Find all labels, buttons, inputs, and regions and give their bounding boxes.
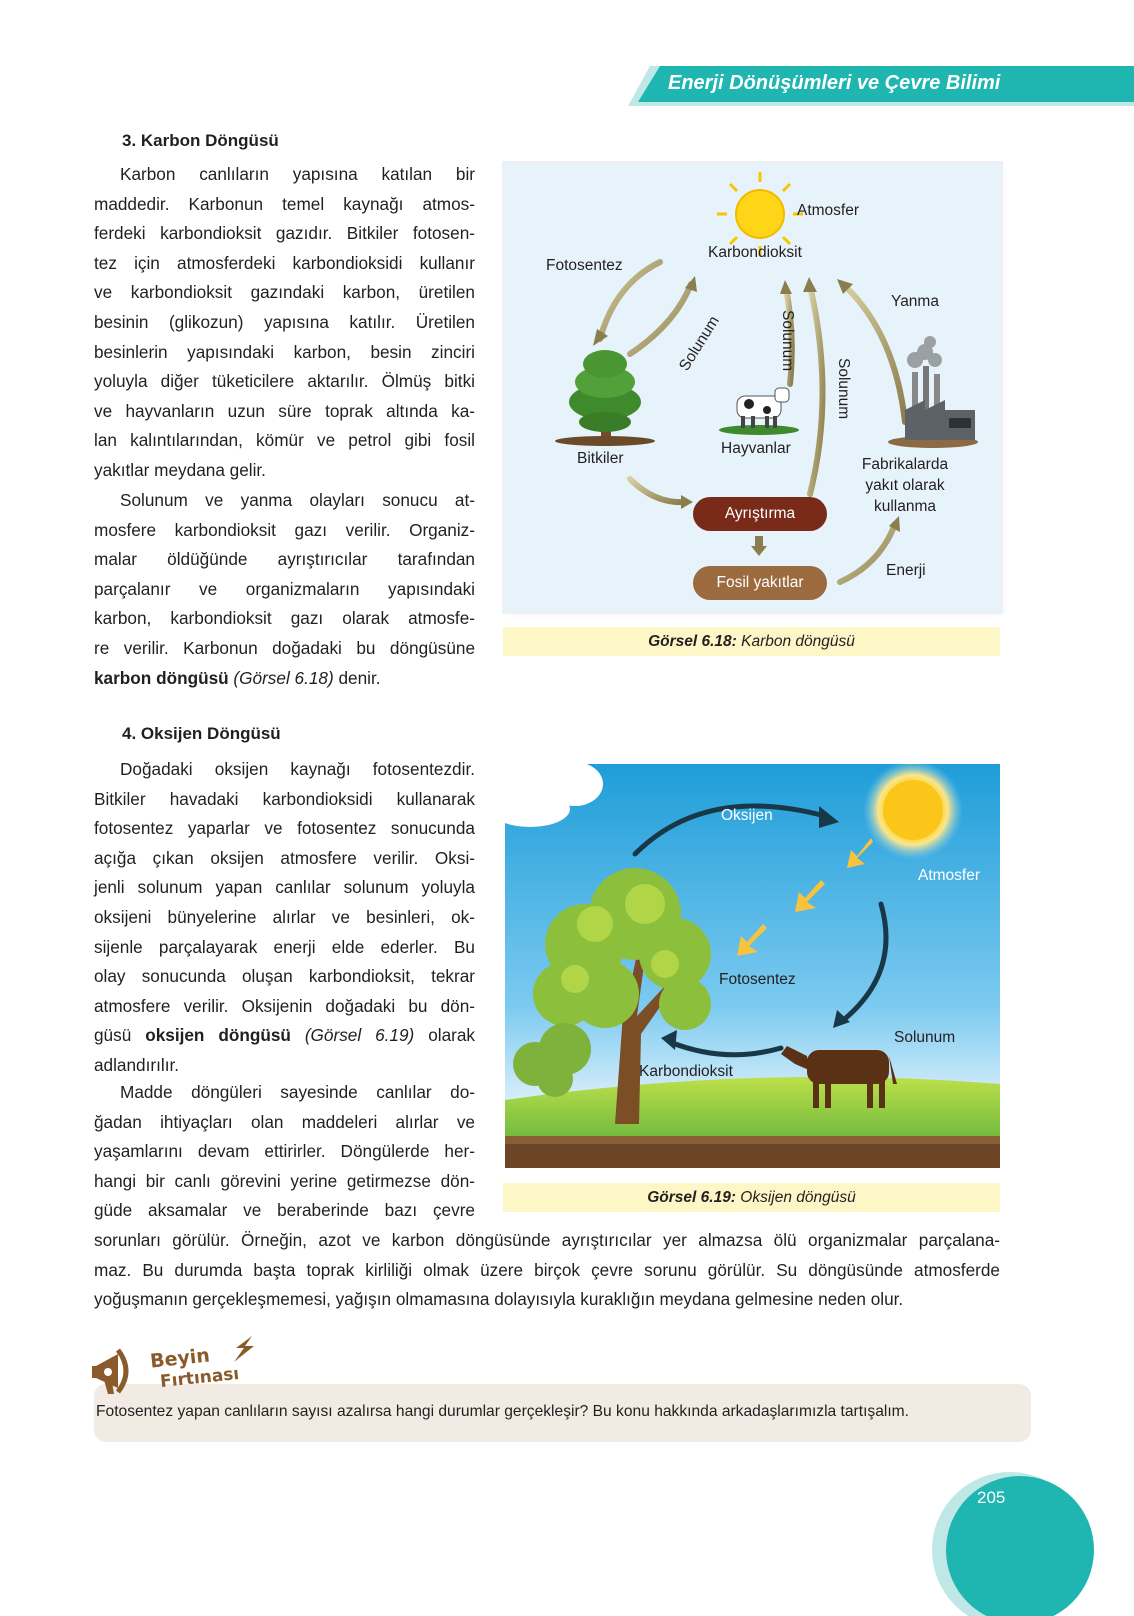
brainstorm-title: Beyin Fırtınası [149,1344,241,1393]
text-line: mosfere karbondioksit gazı verilir. Organiz- [94,519,475,540]
fosil-pill: Fosil yakıtlar [693,566,827,600]
carbon-cycle-drawing [505,164,1000,611]
text-line: yaşamlarını devam ettirirler. Döngülerde her- [94,1141,475,1162]
text-line: ve hayvanların uzun süre toprak altında ka- [94,400,475,421]
label-hayvanlar: Hayvanlar [721,440,791,457]
arrow-bitkiler-ayrisma [630,479,685,502]
label-karbondioksit: Karbondioksit [639,1063,733,1080]
text-line: ve karbondioksit gazındaki karbon, üretilen [94,282,475,303]
text-line: açığa çıkan oksijen atmosfere verilir. Oksi- [94,847,475,868]
text-line: fotosentez yaparlar ve fotosentez sonucunda [94,818,475,839]
text-line: maz. Bu durumda başta toprak kirliliği olmak üzere birçok çevre sorunu görülür. Su döngüsünde atmosferde [94,1259,1000,1280]
lightning-icon [228,1334,258,1364]
carbon-paragraph-1 [94,160,475,486]
label-solunum: Solunum [894,1029,956,1046]
text-line: besinlerin yapısındaki karbon, besin zinciri [94,341,475,362]
section-heading-oxygen: 4. Oksijen Döngüsü [122,724,281,743]
label-oksijen: Oksijen [721,807,773,824]
section-heading-carbon: 3. Karbon Döngüsü [122,131,279,150]
text-line: olay sonucunda oluşan karbondioksit, tekrar [94,966,475,987]
text-line: atmosfere verilir. Oksijenin doğadaki bu dön- [94,995,475,1016]
megaphone-icon [90,1344,152,1400]
text-line: karbon, karbondioksit gazı olarak atmosfe- [94,608,475,629]
text-line: karbon döngüsü (Görsel 6.18) denir. [94,667,381,688]
text-line: Doğadaki oksijen kaynağı fotosentezdir. [120,759,475,779]
ayristirma-pill: Ayrıştırma [693,497,827,531]
label-yanma: Yanma [891,293,939,310]
text-line: jenli solunum yapan canlılar solunum yoluyla [94,877,475,898]
label-fotosentez: Fotosentez [719,971,796,988]
label-atmosfer: Atmosfer [797,202,860,219]
text-line: yakıtlar meydana gelir. [94,459,266,480]
text-line: tez için atmosferdeki karbondioksidi kullanır [94,252,475,273]
text-line: Madde döngüleri sayesinde canlılar do- [120,1082,475,1102]
text-line: besinin (glikozun) yapısına katılır. Üretilen [94,311,475,332]
text-line: Karbon canlıların yapısına katılan bir [120,164,475,184]
figure-618-caption: Görsel 6.18: Karbon döngüsü [503,627,1000,656]
arrow-solunum-plant [630,284,691,354]
text-line: parçalanır ve organizmaların yapısındaki [94,578,475,599]
label-solunum-1: Solunum [676,313,723,375]
label-fotosentez: Fotosentez [546,257,623,274]
text-line: maddedir. Karbonun temel kaynağı atmos- [94,193,475,214]
arrow-solunum-decomp [810,286,823,494]
text-line: oksijeni bünyelerine alırlar ve besinleri, ok- [94,906,475,927]
text-line: ferdeki karbondioksit gazıdır. Bitkiler fotosen- [94,223,475,244]
label-solunum-3: Solunum [835,358,852,420]
label-fabrika: Fabrikalarda yakıt olarak kullanma [861,456,949,515]
text-line: yoluyla diğer tüketicilere aktarılır. Ölmüş bitki [94,371,475,392]
text-line: malar öldüğünde ayrıştırıcılar tarafından [94,549,475,570]
text-line: Solunum ve yanma olayları sonucu at- [120,490,475,510]
brainstorm-question: Fotosentez yapan canlıların sayısı azalırsa hangi durumlar gerçekleşir? Bu konu hakkında arkadaşlarımızla tartışalım. [96,1403,909,1420]
text-line: sorunları görülür. Örneğin, azot ve karbon döngüsünde ayrıştırıcılar yer almazsa ölü organizmalar parçalana- [94,1230,1000,1250]
text-line: re verilir. Karbonun doğadaki bu döngüsüne [94,637,475,658]
label-enerji: Enerji [886,562,926,579]
oxygen-paragraph-2 [94,1078,475,1226]
page-number: 205 [977,1488,1006,1507]
text-line: sijenle parçalayarak enerji elde ederler. Bu [94,936,475,957]
text-line: hangi bir canlı görevini yerine getirmezse dön- [94,1170,475,1191]
page-number-tab [930,1460,1134,1616]
text-line: güde aksamalar ve beraberinde bazı çevre [94,1200,475,1221]
cow-icon [719,388,799,435]
text-line: ğadan ihtiyaçları olan maddeleri alırlar ve [94,1111,475,1132]
oxygen-paragraph-1 [94,755,475,1081]
oxygen-paragraph-2-full [94,1226,1000,1315]
label-atmosfer: Atmosfer [918,867,981,884]
label-solunum-2: Solunum [779,310,796,372]
tree-icon [555,350,655,446]
text-line: lan kalıntılarından, kömür ve petrol gibi fosil [94,430,475,451]
label-karbondioksit: Karbondioksit [708,244,802,261]
text-line: güsü oksijen döngüsü (Görsel 6.19) olarak [94,1025,476,1046]
text-line: yoğuşmanın gerçekleşmemesi, yağışın olmamasına dolayısıyla kuraklığın meydana gelmesine neden olur. [94,1289,904,1310]
chapter-title: Enerji Dönüşümleri ve Çevre Bilimi [668,72,1001,94]
figure-619-caption: Görsel 6.19: Oksijen döngüsü [503,1183,1000,1212]
text-line: adlandırılır. [94,1054,180,1075]
carbon-paragraph-2 [94,486,475,693]
label-bitkiler: Bitkiler [577,450,624,467]
text-line: Bitkiler havadaki karbondioksidi kullanarak [94,788,475,809]
